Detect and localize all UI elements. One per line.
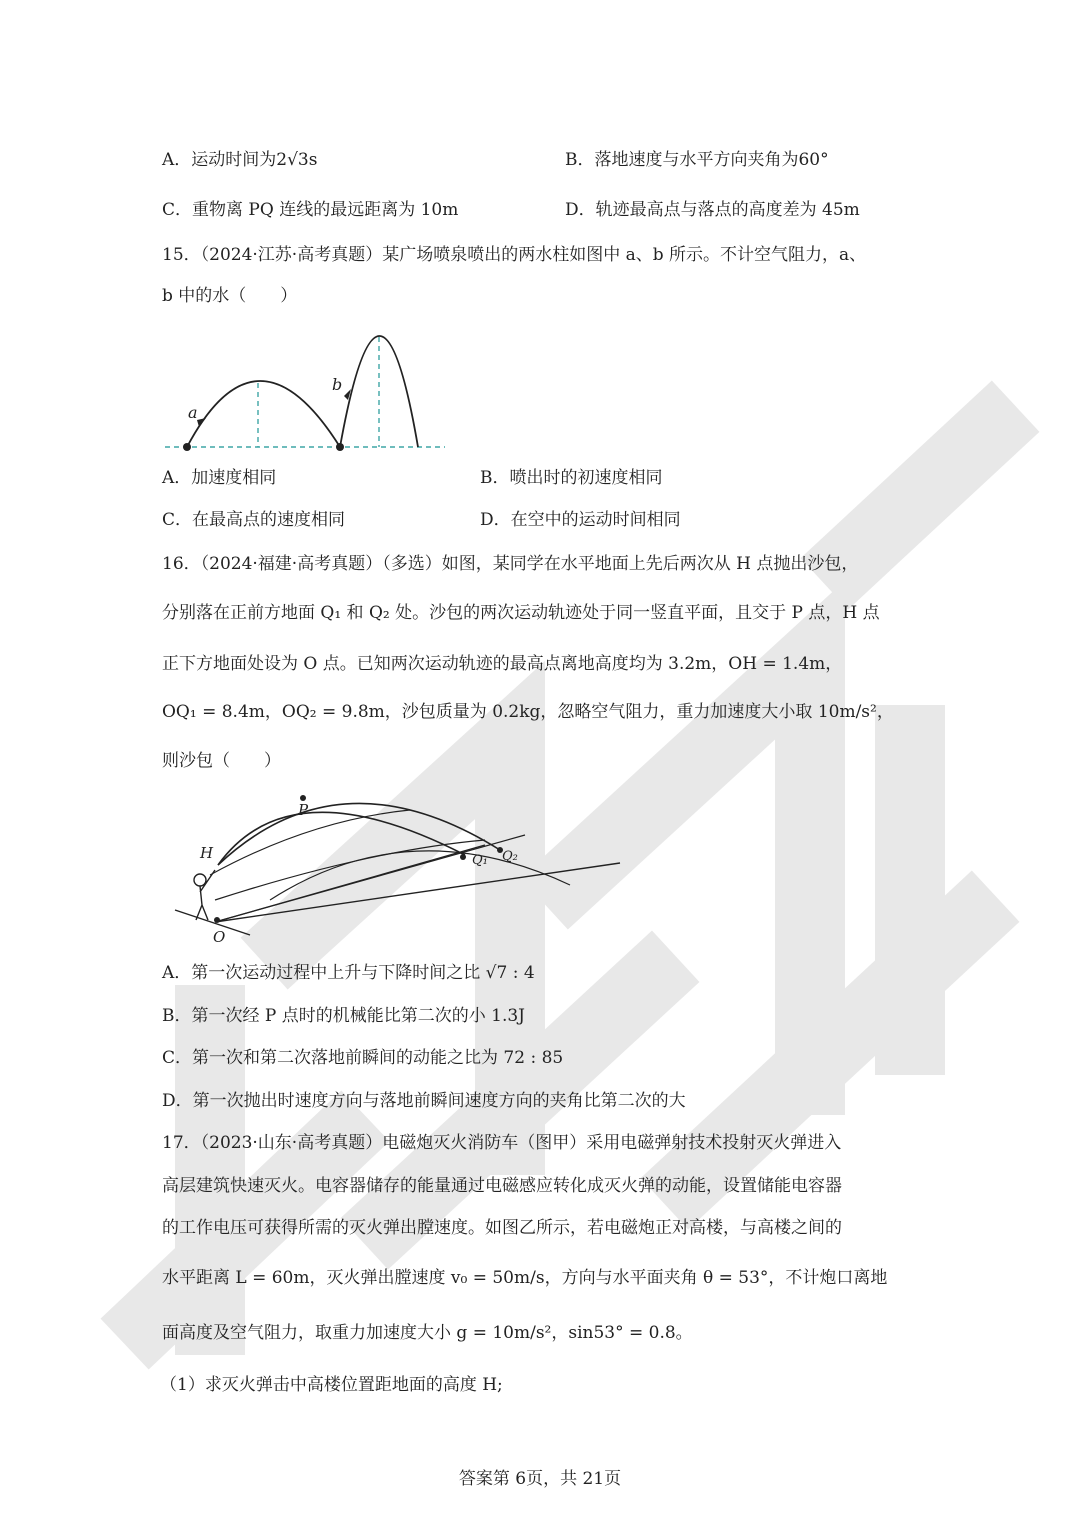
label-a: a [188, 403, 198, 422]
trajectory-2 [218, 803, 500, 865]
grid-curve-1 [210, 810, 410, 875]
q16-line5: 则沙包（ ） [162, 751, 281, 771]
q17-line5: 面高度及空气阻力，取重力加速度大小 g = 10m/s²，sin53° = 0.8。 [162, 1323, 693, 1343]
q16-option-d: D．第一次抛出时速度方向与落地前瞬间速度方向的夹角比第二次的大 [162, 1091, 686, 1111]
q14-option-b: B．落地速度与水平方向夹角为60° [565, 150, 829, 170]
arrow-a [197, 418, 206, 427]
trajectory-a [187, 381, 340, 447]
q16-option-c: C．第一次和第二次落地前瞬间的动能之比为 72 : 85 [162, 1048, 564, 1068]
q16-line4: OQ₁ = 8.4m，OQ₂ = 9.8m，沙包质量为 0.2kg，忽略空气阻力，重力加速度大小取 10m/s²， [162, 702, 894, 722]
label-q1: Q₁ [472, 853, 488, 868]
page-footer: 答案第 6页，共 21页 [458, 1469, 622, 1489]
point-o [214, 917, 220, 923]
perspective-line-2 [215, 835, 525, 922]
q16-option-b: B．第一次经 P 点时的机械能比第二次的小 1.3J [162, 1006, 525, 1026]
q17-line2: 高层建筑快速灭火。电容器储存的能量通过电磁感应转化成灭火弹的动能，设置储能电容器 [162, 1176, 842, 1196]
trajectory-1 [218, 812, 465, 865]
q16-line2: 分别落在正前方地面 Q₁ 和 Q₂ 处。沙包的两次运动轨迹处于同一竖直平面，且交于 P 点，H 点 [162, 603, 880, 623]
label-h: H [200, 844, 214, 862]
label-q2: Q₂ [502, 849, 518, 864]
label-p: P [298, 801, 309, 819]
q17-subquestion-1: （1）求灭火弹击中高楼位置距地面的高度 H; [160, 1375, 503, 1395]
ground-line-right [215, 863, 620, 922]
q17-line1: 17．（2023·山东·高考真题）电磁炮灭火消防车（图甲）采用电磁弹射技术投射灭火弹进入 [162, 1133, 842, 1153]
q17-line4: 水平距离 L = 60m，灭火弹出膛速度 v₀ = 50m/s，方向与水平面夹角 θ = 53°，不计炮口离地 [162, 1268, 888, 1288]
q15-fountain-figure [160, 310, 450, 460]
nozzle-b-dot [336, 443, 344, 451]
grid-curve-2 [215, 840, 485, 900]
q16-line1: 16．（2024·福建·高考真题）（多选）如图，某同学在水平地面上先后两次从 H 点抛出沙包， [162, 554, 859, 574]
q14-option-d: D．轨迹最高点与落点的高度差为 45m [565, 200, 860, 220]
q17-line3: 的工作电压可获得所需的灭火弹出膛速度。如图乙所示，若电磁炮正对高楼，与高楼之间的 [162, 1218, 842, 1238]
q15-stem-line1: 15．（2024·江苏·高考真题）某广场喷泉喷出的两水柱如图中 a、b 所示。不计空气阻力，a、 [162, 245, 867, 265]
person-head-icon [194, 874, 206, 886]
q14-option-a: A．运动时间为2√3s [162, 150, 318, 170]
nozzle-a-dot [183, 443, 191, 451]
q14-option-c: C．重物离 PQ 连线的最远距离为 10m [162, 200, 459, 220]
q15-option-d: D．在空中的运动时间相同 [480, 510, 681, 530]
label-b: b [332, 375, 343, 394]
q15-option-a: A．加速度相同 [162, 468, 277, 488]
q15-stem-line2: b 中的水（ ） [162, 286, 298, 306]
label-o: O [213, 928, 226, 946]
q16-option-a: A．第一次运动过程中上升与下降时间之比 √7 : 4 [162, 963, 535, 983]
q16-line3: 正下方地面处设为 O 点。已知两次运动轨迹的最高点离地高度均为 3.2m，OH = 1.4m， [162, 654, 843, 674]
q15-option-c: C．在最高点的速度相同 [162, 510, 346, 530]
q16-sandbag-figure [170, 780, 630, 955]
point-q1 [460, 854, 466, 860]
q15-option-b: B．喷出时的初速度相同 [480, 468, 663, 488]
